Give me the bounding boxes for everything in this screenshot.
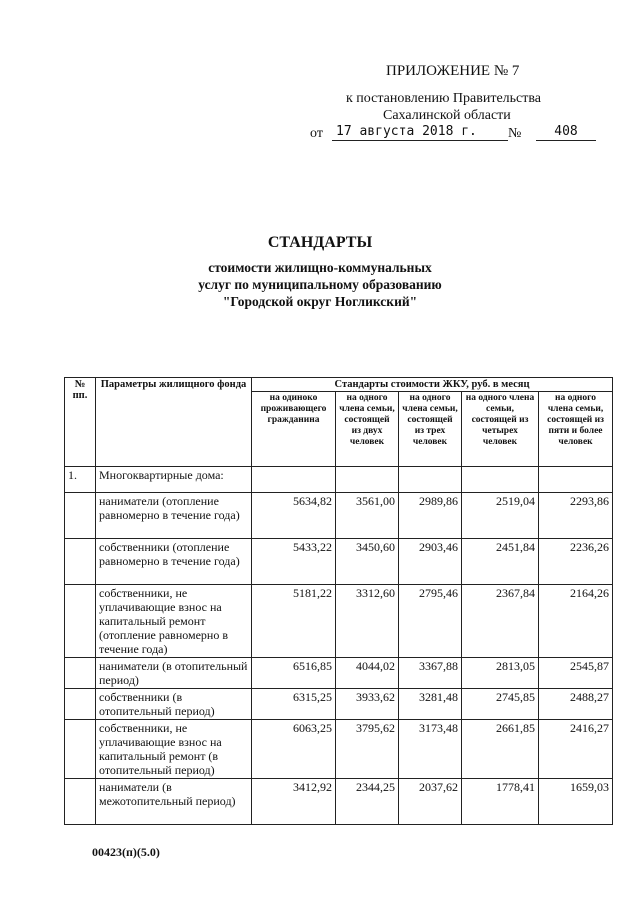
cell-value: 2164,26 [539,585,613,658]
cell-value: 3933,62 [336,689,399,720]
date-prefix: от [310,126,323,141]
header-params: Параметры жилищного фонда [96,378,252,467]
number-prefix: № [508,126,522,141]
reference-line-2: Сахалинской области [383,108,511,123]
table-row [65,493,613,539]
cell-value: 2293,86 [539,493,613,539]
cell-value: 1659,03 [539,779,613,825]
header-no: № пп. [65,378,96,467]
cell-value: 2813,05 [462,658,539,689]
section-number: 1. [65,467,96,493]
reference-line-1: к постановлению Правительства [346,91,542,106]
cell-value: 2519,04 [462,493,539,539]
table-row [65,658,613,689]
date-line [310,123,610,143]
cell-value: 2989,86 [399,493,462,539]
cell-value: 6516,85 [252,658,336,689]
cell-value: 3367,88 [399,658,462,689]
subheader-3: на одного члена семьи, состоящей из трех человек [399,392,462,467]
row-label: собственники, не уплачивающие взнос на капитальный ремонт (отопление равномерно в течение года) [96,585,252,658]
document-subtitle-1: стоимости жилищно-коммунальных [208,260,432,275]
standards-table [64,377,613,825]
document-subtitle-2: услуг по муниципальному образованию [198,277,442,292]
row-label: наниматели (в отопительный период) [96,658,252,689]
decree-number: 408 [536,123,596,141]
table-row [65,689,613,720]
cell-value: 2661,85 [462,720,539,779]
table-row [65,779,613,825]
cell-value: 3173,48 [399,720,462,779]
subheader-4: на одного члена семьи, состоящей из четырех человек [462,392,539,467]
cell-value: 3281,48 [399,689,462,720]
row-label: собственники (в отопительный период) [96,689,252,720]
cell-value: 2903,46 [399,539,462,585]
cell-value: 3412,92 [252,779,336,825]
cell-value: 3450,60 [336,539,399,585]
cell-value: 3312,60 [336,585,399,658]
row-label: наниматели (отопление равномерно в течение года) [96,493,252,539]
decree-date: 17 августа 2018 г. [332,123,508,141]
cell-value: 5634,82 [252,493,336,539]
cell-value: 4044,02 [336,658,399,689]
header-group: Стандарты стоимости ЖКУ, руб. в месяц [252,378,613,392]
cell-value: 1778,41 [462,779,539,825]
cell-value: 2451,84 [462,539,539,585]
cell-value: 2488,27 [539,689,613,720]
cell-value: 2367,84 [462,585,539,658]
cell-value: 6063,25 [252,720,336,779]
cell-value: 5181,22 [252,585,336,658]
appendix-label: ПРИЛОЖЕНИЕ № 7 [386,63,520,79]
subheader-5: на одного члена семьи, состоящей из пяти и более человек [539,392,613,467]
row-label: собственники, не уплачивающие взнос на капитальный ремонт (в отопительный период) [96,720,252,779]
cell-value: 2344,25 [336,779,399,825]
document-subtitle-3: "Городской округ Ногликский" [222,294,418,309]
table-row [65,539,613,585]
section-row [65,467,613,493]
document-title: СТАНДАРТЫ [267,234,373,251]
cell-value: 6315,25 [252,689,336,720]
section-label: Многоквартирные дома: [96,467,252,493]
table-row [65,720,613,779]
row-label: наниматели (в межотопительный период) [96,779,252,825]
cell-value: 2745,85 [462,689,539,720]
cell-value: 3795,62 [336,720,399,779]
cell-value: 2545,87 [539,658,613,689]
cell-value: 2236,26 [539,539,613,585]
document-code: 00423(п)(5.0) [92,845,160,859]
table-row [65,585,613,658]
row-label: собственники (отопление равномерно в течение года) [96,539,252,585]
subheader-1: на одиноко проживающего гражданина [252,392,336,467]
cell-value: 2416,27 [539,720,613,779]
cell-value: 2037,62 [399,779,462,825]
cell-value: 2795,46 [399,585,462,658]
cell-value: 5433,22 [252,539,336,585]
cell-value: 3561,00 [336,493,399,539]
subheader-2: на одного члена семьи, состоящей из двух человек [336,392,399,467]
